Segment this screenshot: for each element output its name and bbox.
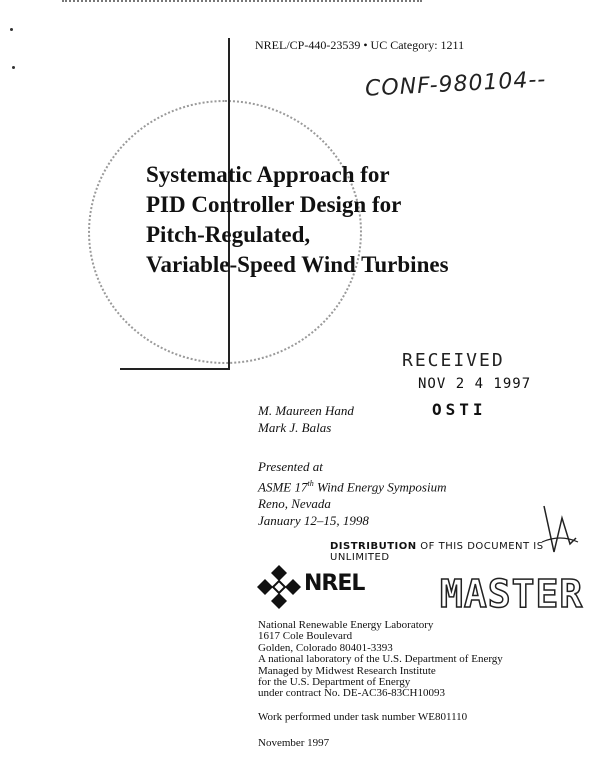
symposium-dates: January 12–15, 1998 [258, 513, 369, 529]
title-line: Variable-Speed Wind Turbines [146, 252, 449, 277]
title-line: Pitch-Regulated, [146, 222, 311, 247]
symposium-ordinal: th [307, 479, 314, 488]
address-line: National Renewable Energy Laboratory [258, 619, 434, 631]
publication-date: November 1997 [258, 737, 330, 749]
master-stamp: MASTER [440, 572, 584, 616]
address-line: 1617 Cole Boulevard [258, 630, 353, 643]
document-title [146, 160, 476, 280]
symposium-name [258, 475, 446, 495]
distribution-statement [330, 541, 600, 563]
address-line: Managed by Midwest Research Institute [258, 664, 436, 677]
nrel-logo-text: NREL [304, 571, 365, 596]
scan-speck [12, 66, 15, 69]
conf-number-handwritten: CONF-980104-- [364, 67, 547, 102]
authors [258, 402, 354, 436]
scan-speck [10, 28, 13, 31]
author-name: Mark J. Balas [258, 420, 332, 435]
horizontal-rule [120, 368, 230, 370]
received-stamp: RECEIVED [402, 350, 505, 371]
presented-label: Presented at [258, 459, 323, 474]
symposium-prefix: ASME 17 [258, 479, 308, 495]
distribution-bold: DISTRIBUTION [330, 541, 417, 552]
task-number: Work performed under task number WE801110 [258, 711, 468, 723]
report-number: NREL/CP-440-23539 • UC Category: 1211 [255, 38, 465, 52]
address-line: under contract No. DE-AC36-83CH10093 [258, 687, 445, 700]
top-border-rule [62, 0, 422, 6]
author-name: M. Maureen Hand [258, 403, 354, 418]
presented-at-block [258, 458, 446, 529]
osti-stamp: OSTI [432, 400, 487, 419]
symposium-suffix: Wind Energy Symposium [313, 479, 447, 495]
distribution-rest: OF THIS DOCUMENT IS UNLIMITED [330, 541, 544, 563]
address-line: A national laboratory of the U.S. Department of Energy [258, 653, 503, 666]
title-line: PID Controller Design for [146, 192, 402, 217]
symposium-location: Reno, Nevada [258, 496, 331, 512]
address-line: Golden, Colorado 80401-3393 [258, 641, 393, 654]
title-line: Systematic Approach for [146, 162, 390, 187]
address-line: for the U.S. Department of Energy [258, 676, 411, 689]
laboratory-address [258, 620, 503, 700]
received-date: NOV 2 4 1997 [418, 376, 532, 392]
nrel-logo-icon [256, 564, 302, 610]
